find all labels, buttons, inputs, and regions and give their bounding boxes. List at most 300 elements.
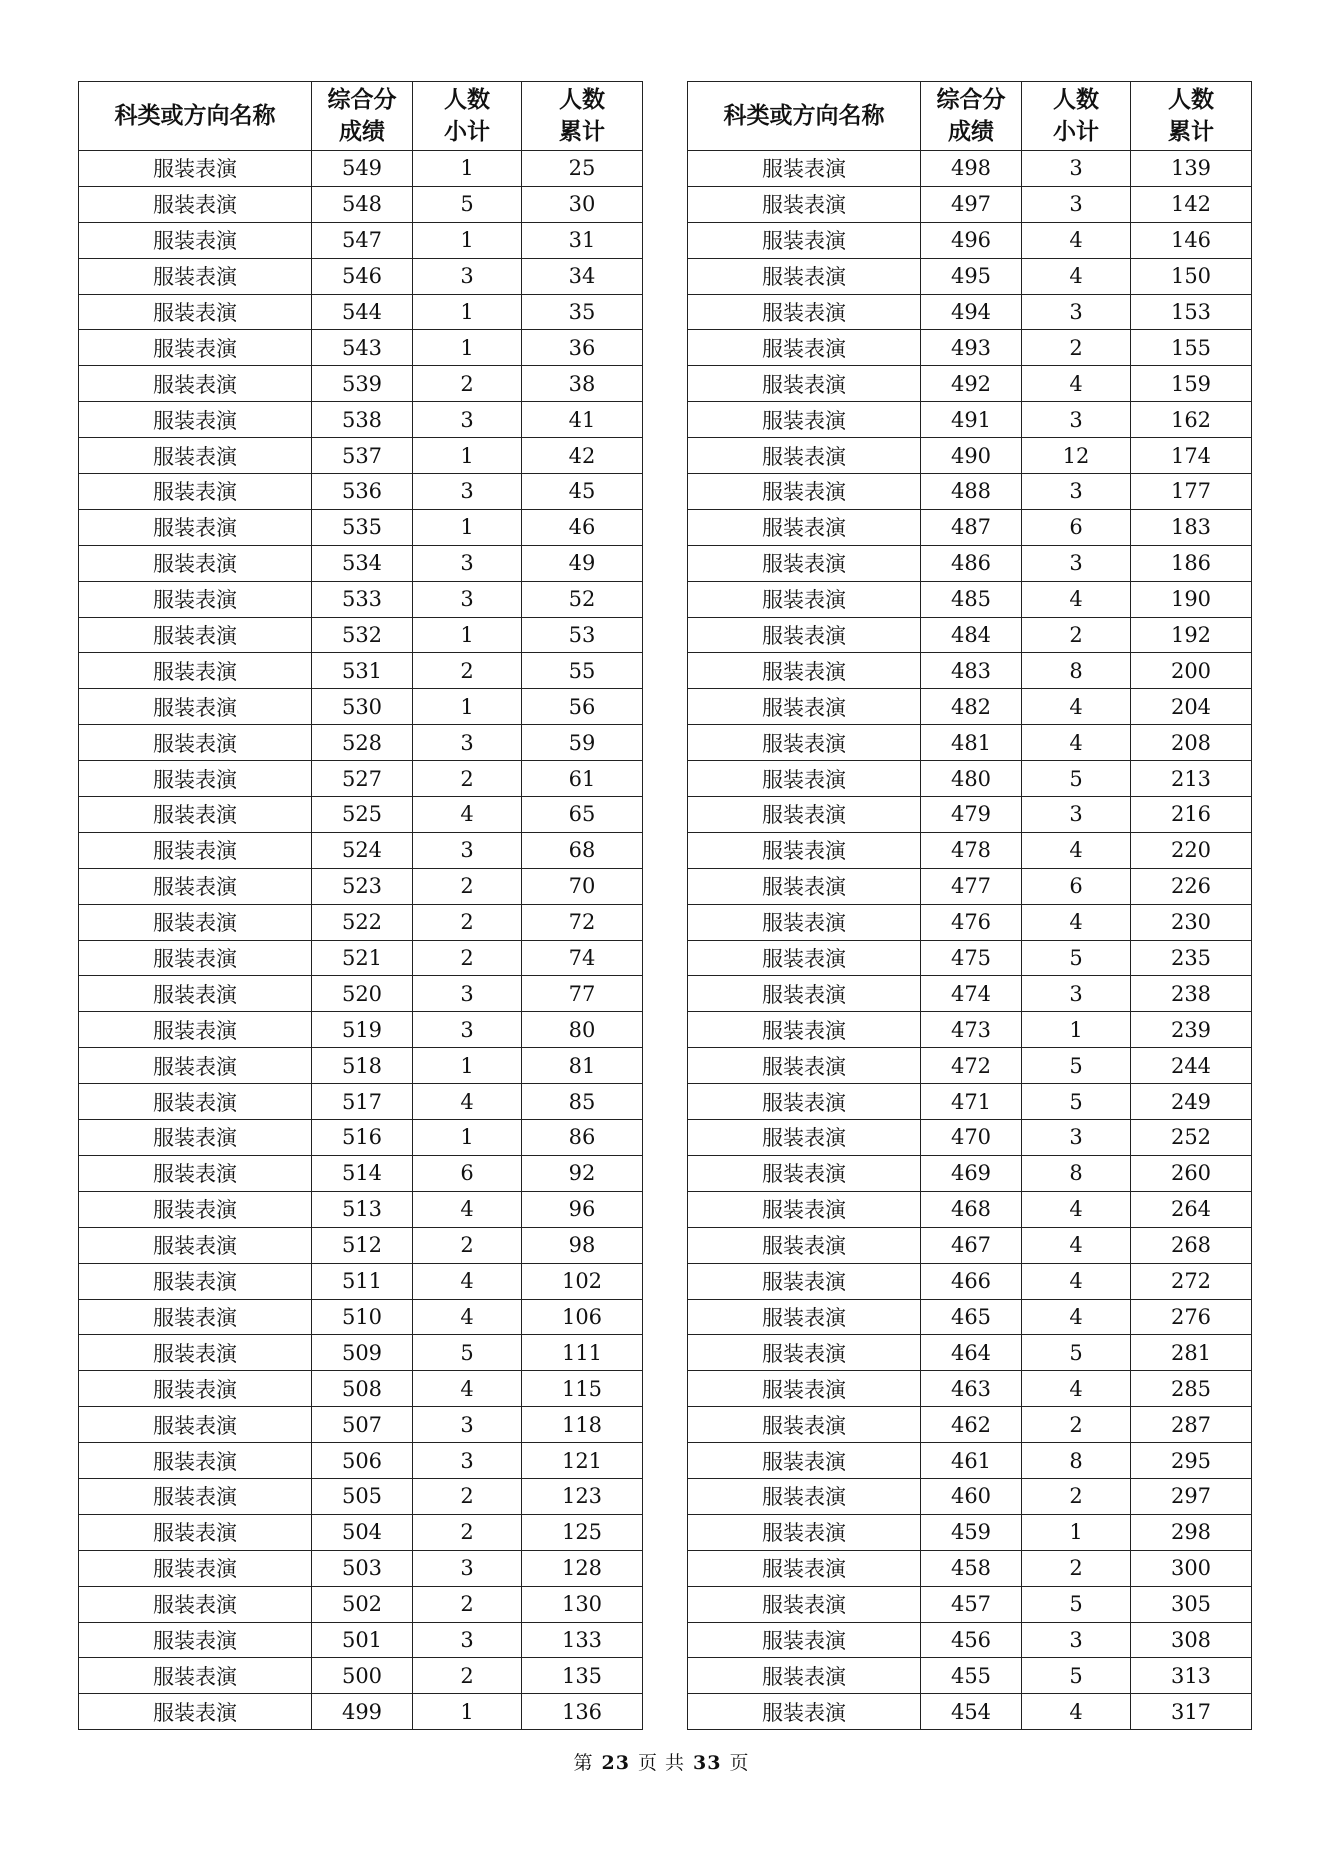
cell-score: 461 (921, 1443, 1022, 1479)
table-row (688, 1335, 1252, 1371)
cell-cumulative: 85 (522, 1084, 643, 1120)
table-row (688, 797, 1252, 833)
cell-count: 2 (413, 1514, 522, 1550)
table-row (688, 868, 1252, 904)
table-row (79, 1299, 643, 1335)
cell-count: 4 (1022, 689, 1131, 725)
cell-score: 484 (921, 617, 1022, 653)
footer-total-pages: 33 (693, 1752, 722, 1774)
cell-count: 3 (413, 474, 522, 510)
table-row (688, 617, 1252, 653)
cell-name: 服装表演 (79, 940, 312, 976)
table-row (688, 1478, 1252, 1514)
cell-cumulative: 118 (522, 1407, 643, 1443)
footer-suffix: 页 (729, 1752, 750, 1774)
table-row (79, 761, 643, 797)
cell-score: 479 (921, 797, 1022, 833)
cell-cumulative: 61 (522, 761, 643, 797)
cell-name: 服装表演 (688, 1012, 921, 1048)
cell-name: 服装表演 (688, 1371, 921, 1407)
cell-cumulative: 192 (1131, 617, 1252, 653)
cell-cumulative: 121 (522, 1443, 643, 1479)
cell-score: 485 (921, 581, 1022, 617)
cell-cumulative: 130 (522, 1586, 643, 1622)
table-row (688, 1622, 1252, 1658)
cell-score: 495 (921, 258, 1022, 294)
cell-name: 服装表演 (688, 1694, 921, 1730)
cell-cumulative: 74 (522, 940, 643, 976)
cell-score: 499 (312, 1694, 413, 1730)
cell-score: 512 (312, 1227, 413, 1263)
cell-count: 4 (413, 797, 522, 833)
cell-count: 4 (1022, 222, 1131, 258)
cell-count: 3 (413, 545, 522, 581)
cell-score: 530 (312, 689, 413, 725)
cell-score: 469 (921, 1155, 1022, 1191)
cell-cumulative: 162 (1131, 402, 1252, 438)
table-row (79, 1048, 643, 1084)
cell-cumulative: 125 (522, 1514, 643, 1550)
cell-score: 486 (921, 545, 1022, 581)
cell-score: 506 (312, 1443, 413, 1479)
cell-score: 470 (921, 1120, 1022, 1156)
cell-name: 服装表演 (79, 1443, 312, 1479)
cell-cumulative: 308 (1131, 1622, 1252, 1658)
cell-score: 518 (312, 1048, 413, 1084)
table-row (79, 1191, 643, 1227)
cell-cumulative: 190 (1131, 581, 1252, 617)
table-row (688, 509, 1252, 545)
cell-count: 5 (413, 186, 522, 222)
cell-count: 4 (1022, 1694, 1131, 1730)
table-row (688, 1263, 1252, 1299)
cell-cumulative: 77 (522, 976, 643, 1012)
cell-cumulative: 81 (522, 1048, 643, 1084)
cell-score: 483 (921, 653, 1022, 689)
table-row (79, 438, 643, 474)
cell-cumulative: 159 (1131, 366, 1252, 402)
cell-score: 536 (312, 474, 413, 510)
cell-name: 服装表演 (79, 1120, 312, 1156)
table-row (688, 832, 1252, 868)
cell-count: 3 (413, 1622, 522, 1658)
table-row (79, 366, 643, 402)
cell-score: 492 (921, 366, 1022, 402)
table-row (79, 617, 643, 653)
cell-cumulative: 153 (1131, 294, 1252, 330)
cell-count: 4 (1022, 1227, 1131, 1263)
cell-name: 服装表演 (688, 761, 921, 797)
cell-score: 523 (312, 868, 413, 904)
table-row (79, 1694, 643, 1730)
cell-score: 525 (312, 797, 413, 833)
cell-cumulative: 123 (522, 1478, 643, 1514)
cell-cumulative: 295 (1131, 1443, 1252, 1479)
cell-count: 1 (413, 617, 522, 653)
cell-score: 460 (921, 1478, 1022, 1514)
table-row (688, 1012, 1252, 1048)
cell-name: 服装表演 (79, 366, 312, 402)
cell-score: 511 (312, 1263, 413, 1299)
cell-count: 4 (1022, 1371, 1131, 1407)
cell-name: 服装表演 (688, 1443, 921, 1479)
cell-score: 488 (921, 474, 1022, 510)
cell-name: 服装表演 (79, 1335, 312, 1371)
cell-score: 491 (921, 402, 1022, 438)
table-row (688, 725, 1252, 761)
page-footer (0, 1748, 1323, 1775)
cell-name: 服装表演 (688, 1299, 921, 1335)
cell-name: 服装表演 (79, 474, 312, 510)
table-header-row (79, 82, 643, 151)
cell-count: 1 (413, 222, 522, 258)
cell-name: 服装表演 (79, 581, 312, 617)
cell-name: 服装表演 (688, 868, 921, 904)
cell-count: 4 (1022, 581, 1131, 617)
table-row (79, 976, 643, 1012)
cell-count: 5 (413, 1335, 522, 1371)
cell-score: 508 (312, 1371, 413, 1407)
cell-cumulative: 313 (1131, 1658, 1252, 1694)
cell-name: 服装表演 (79, 151, 312, 187)
cell-name: 服装表演 (688, 509, 921, 545)
cell-count: 1 (413, 1120, 522, 1156)
cell-cumulative: 106 (522, 1299, 643, 1335)
cell-count: 3 (413, 1443, 522, 1479)
cell-score: 543 (312, 330, 413, 366)
table-row (79, 653, 643, 689)
header-name: 科类或方向名称 (688, 82, 921, 151)
cell-count: 2 (413, 653, 522, 689)
cell-count: 5 (1022, 940, 1131, 976)
cell-count: 5 (1022, 1084, 1131, 1120)
cell-name: 服装表演 (688, 1514, 921, 1550)
cell-name: 服装表演 (79, 1371, 312, 1407)
cell-cumulative: 55 (522, 653, 643, 689)
cell-count: 3 (413, 1407, 522, 1443)
cell-count: 2 (413, 1658, 522, 1694)
cell-cumulative: 287 (1131, 1407, 1252, 1443)
table-row (688, 976, 1252, 1012)
cell-cumulative: 226 (1131, 868, 1252, 904)
cell-name: 服装表演 (79, 1622, 312, 1658)
cell-score: 534 (312, 545, 413, 581)
cell-name: 服装表演 (688, 940, 921, 976)
table-row (688, 1658, 1252, 1694)
cell-name: 服装表演 (688, 258, 921, 294)
cell-name: 服装表演 (79, 1658, 312, 1694)
cell-score: 516 (312, 1120, 413, 1156)
table-row (688, 1191, 1252, 1227)
cell-score: 474 (921, 976, 1022, 1012)
table-row (79, 1012, 643, 1048)
cell-name: 服装表演 (688, 151, 921, 187)
cell-name: 服装表演 (79, 330, 312, 366)
cell-cumulative: 300 (1131, 1550, 1252, 1586)
cell-name: 服装表演 (79, 438, 312, 474)
cell-score: 481 (921, 725, 1022, 761)
cell-count: 3 (1022, 1622, 1131, 1658)
cell-name: 服装表演 (79, 761, 312, 797)
table-row (688, 1048, 1252, 1084)
cell-name: 服装表演 (688, 1155, 921, 1191)
cell-cumulative: 96 (522, 1191, 643, 1227)
cell-cumulative: 260 (1131, 1155, 1252, 1191)
header-cumulative: 人数 累计 (1131, 82, 1252, 151)
cell-cumulative: 244 (1131, 1048, 1252, 1084)
cell-name: 服装表演 (688, 1407, 921, 1443)
cell-cumulative: 146 (1131, 222, 1252, 258)
cell-score: 456 (921, 1622, 1022, 1658)
cell-name: 服装表演 (79, 1084, 312, 1120)
table-row (688, 474, 1252, 510)
cell-name: 服装表演 (79, 1694, 312, 1730)
table-row (79, 1514, 643, 1550)
cell-count: 6 (1022, 509, 1131, 545)
cell-score: 539 (312, 366, 413, 402)
cell-name: 服装表演 (688, 545, 921, 581)
cell-cumulative: 249 (1131, 1084, 1252, 1120)
cell-score: 476 (921, 904, 1022, 940)
footer-current-page: 23 (601, 1752, 630, 1774)
cell-count: 4 (1022, 1191, 1131, 1227)
cell-cumulative: 41 (522, 402, 643, 438)
cell-count: 3 (413, 581, 522, 617)
cell-score: 524 (312, 832, 413, 868)
table-row (688, 438, 1252, 474)
table-row (688, 1299, 1252, 1335)
table-row (79, 904, 643, 940)
cell-score: 496 (921, 222, 1022, 258)
table-row (688, 545, 1252, 581)
cell-cumulative: 102 (522, 1263, 643, 1299)
cell-count: 3 (1022, 1120, 1131, 1156)
cell-score: 480 (921, 761, 1022, 797)
table-row (79, 402, 643, 438)
cell-name: 服装表演 (688, 1084, 921, 1120)
cell-name: 服装表演 (79, 1263, 312, 1299)
table-row (79, 725, 643, 761)
cell-score: 522 (312, 904, 413, 940)
cell-name: 服装表演 (688, 438, 921, 474)
table-row (79, 258, 643, 294)
cell-score: 493 (921, 330, 1022, 366)
table-row (79, 1658, 643, 1694)
cell-cumulative: 276 (1131, 1299, 1252, 1335)
cell-count: 1 (1022, 1514, 1131, 1550)
cell-count: 4 (1022, 1263, 1131, 1299)
cell-name: 服装表演 (79, 868, 312, 904)
table-row (688, 1443, 1252, 1479)
table-row (688, 258, 1252, 294)
cell-score: 535 (312, 509, 413, 545)
footer-middle: 页 共 (637, 1752, 686, 1774)
cell-name: 服装表演 (79, 222, 312, 258)
cell-name: 服装表演 (79, 545, 312, 581)
table-row (688, 1120, 1252, 1156)
table-row (79, 1407, 643, 1443)
cell-cumulative: 56 (522, 689, 643, 725)
table-row (79, 581, 643, 617)
cell-count: 2 (1022, 1407, 1131, 1443)
cell-count: 2 (413, 868, 522, 904)
cell-count: 8 (1022, 653, 1131, 689)
cell-cumulative: 230 (1131, 904, 1252, 940)
cell-count: 3 (413, 1012, 522, 1048)
cell-cumulative: 36 (522, 330, 643, 366)
cell-count: 2 (413, 1586, 522, 1622)
cell-name: 服装表演 (688, 1478, 921, 1514)
cell-score: 477 (921, 868, 1022, 904)
cell-count: 4 (413, 1299, 522, 1335)
cell-name: 服装表演 (79, 1514, 312, 1550)
cell-cumulative: 268 (1131, 1227, 1252, 1263)
cell-cumulative: 204 (1131, 689, 1252, 725)
cell-score: 503 (312, 1550, 413, 1586)
cell-count: 4 (1022, 904, 1131, 940)
cell-name: 服装表演 (688, 1550, 921, 1586)
table-row (79, 1478, 643, 1514)
cell-score: 548 (312, 186, 413, 222)
table-row (79, 1550, 643, 1586)
cell-score: 505 (312, 1478, 413, 1514)
cell-score: 513 (312, 1191, 413, 1227)
cell-name: 服装表演 (688, 617, 921, 653)
cell-count: 4 (1022, 1299, 1131, 1335)
cell-cumulative: 136 (522, 1694, 643, 1730)
cell-score: 509 (312, 1335, 413, 1371)
cell-cumulative: 65 (522, 797, 643, 833)
cell-name: 服装表演 (79, 725, 312, 761)
cell-score: 473 (921, 1012, 1022, 1048)
cell-count: 3 (413, 258, 522, 294)
table-row (79, 1155, 643, 1191)
cell-score: 494 (921, 294, 1022, 330)
table-row (688, 1407, 1252, 1443)
cell-count: 4 (413, 1084, 522, 1120)
cell-cumulative: 297 (1131, 1478, 1252, 1514)
cell-score: 467 (921, 1227, 1022, 1263)
cell-cumulative: 216 (1131, 797, 1252, 833)
table-row (79, 509, 643, 545)
cell-score: 500 (312, 1658, 413, 1694)
table-row (79, 797, 643, 833)
cell-cumulative: 186 (1131, 545, 1252, 581)
footer-prefix: 第 (573, 1752, 594, 1774)
cell-cumulative: 68 (522, 832, 643, 868)
cell-name: 服装表演 (79, 1012, 312, 1048)
cell-score: 454 (921, 1694, 1022, 1730)
cell-name: 服装表演 (79, 402, 312, 438)
cell-score: 520 (312, 976, 413, 1012)
cell-name: 服装表演 (688, 1048, 921, 1084)
cell-cumulative: 45 (522, 474, 643, 510)
header-count: 人数 小计 (1022, 82, 1131, 151)
cell-cumulative: 238 (1131, 976, 1252, 1012)
cell-score: 498 (921, 151, 1022, 187)
cell-count: 2 (1022, 1478, 1131, 1514)
table-row (688, 1550, 1252, 1586)
cell-count: 3 (1022, 186, 1131, 222)
cell-name: 服装表演 (688, 186, 921, 222)
cell-count: 3 (1022, 474, 1131, 510)
cell-name: 服装表演 (688, 1335, 921, 1371)
cell-score: 502 (312, 1586, 413, 1622)
table-row (688, 294, 1252, 330)
cell-name: 服装表演 (688, 1586, 921, 1622)
cell-cumulative: 31 (522, 222, 643, 258)
cell-cumulative: 317 (1131, 1694, 1252, 1730)
cell-score: 466 (921, 1263, 1022, 1299)
cell-name: 服装表演 (79, 1155, 312, 1191)
header-name: 科类或方向名称 (79, 82, 312, 151)
cell-name: 服装表演 (79, 1586, 312, 1622)
score-table-right (687, 81, 1252, 1730)
cell-name: 服装表演 (79, 904, 312, 940)
cell-score: 497 (921, 186, 1022, 222)
cell-score: 482 (921, 689, 1022, 725)
cell-cumulative: 200 (1131, 653, 1252, 689)
table-row (688, 151, 1252, 187)
cell-name: 服装表演 (79, 1227, 312, 1263)
cell-name: 服装表演 (79, 1407, 312, 1443)
cell-count: 4 (413, 1371, 522, 1407)
cell-name: 服装表演 (79, 509, 312, 545)
cell-count: 2 (1022, 330, 1131, 366)
cell-count: 5 (1022, 1586, 1131, 1622)
cell-cumulative: 30 (522, 186, 643, 222)
cell-cumulative: 59 (522, 725, 643, 761)
cell-score: 533 (312, 581, 413, 617)
cell-name: 服装表演 (688, 653, 921, 689)
cell-score: 490 (921, 438, 1022, 474)
cell-name: 服装表演 (688, 474, 921, 510)
cell-name: 服装表演 (79, 689, 312, 725)
table-row (688, 581, 1252, 617)
cell-score: 463 (921, 1371, 1022, 1407)
cell-name: 服装表演 (688, 222, 921, 258)
cell-score: 465 (921, 1299, 1022, 1335)
cell-name: 服装表演 (79, 797, 312, 833)
cell-count: 4 (1022, 832, 1131, 868)
cell-count: 2 (413, 366, 522, 402)
cell-score: 471 (921, 1084, 1022, 1120)
table-row (688, 940, 1252, 976)
cell-score: 528 (312, 725, 413, 761)
cell-cumulative: 252 (1131, 1120, 1252, 1156)
cell-name: 服装表演 (79, 617, 312, 653)
cell-cumulative: 208 (1131, 725, 1252, 761)
cell-count: 3 (413, 832, 522, 868)
cell-name: 服装表演 (688, 797, 921, 833)
cell-name: 服装表演 (688, 366, 921, 402)
cell-cumulative: 35 (522, 294, 643, 330)
cell-count: 5 (1022, 1658, 1131, 1694)
header-count: 人数 小计 (413, 82, 522, 151)
cell-count: 1 (413, 330, 522, 366)
cell-count: 3 (413, 402, 522, 438)
cell-name: 服装表演 (79, 258, 312, 294)
cell-name: 服装表演 (688, 832, 921, 868)
cell-name: 服装表演 (688, 1227, 921, 1263)
cell-name: 服装表演 (688, 402, 921, 438)
cell-score: 510 (312, 1299, 413, 1335)
table-row (79, 1227, 643, 1263)
cell-count: 2 (413, 1478, 522, 1514)
cell-cumulative: 139 (1131, 151, 1252, 187)
cell-count: 3 (1022, 402, 1131, 438)
table-row (688, 653, 1252, 689)
